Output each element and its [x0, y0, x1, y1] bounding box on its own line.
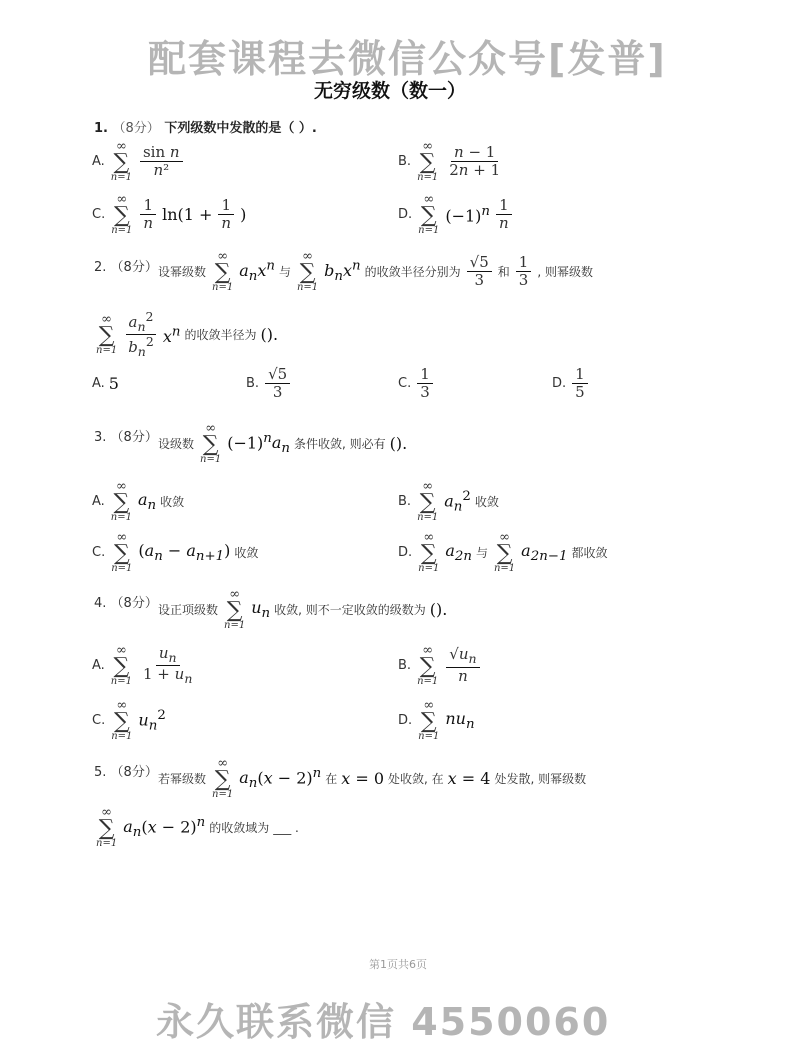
- option-label: D.: [552, 376, 567, 392]
- summation: ∞ ∑ n=1: [111, 530, 133, 574]
- summation: ∞ ∑ n=1: [212, 249, 234, 293]
- stem-text: 若幂级数: [158, 772, 207, 786]
- math-expr: ): [240, 205, 247, 224]
- q3-option-b[interactable]: [398, 480, 499, 523]
- stem-text: ().: [389, 434, 408, 453]
- stem-text: 在: [325, 772, 338, 786]
- math-expr: $a_{2n}$: [445, 540, 472, 565]
- math-expr: ln(1 +: [162, 205, 213, 224]
- option-label: C.: [92, 545, 106, 560]
- math-expr: $(a_n - a_{n+1})$: [138, 540, 231, 565]
- fraction: $\frac{u_n}{1 + u_n}$: [142, 643, 193, 686]
- question-2-header: [94, 256, 158, 275]
- stem-text: , 则幂级数: [537, 265, 593, 279]
- question-5-stem: [158, 757, 586, 800]
- summation: ∞ ∑ n=1: [110, 139, 132, 183]
- question-2-stem-cont: [94, 310, 278, 360]
- question-score: （8分）: [110, 260, 158, 275]
- q2-option-b[interactable]: [246, 366, 292, 402]
- option-suffix: 收敛: [160, 495, 185, 509]
- question-4-header: [94, 592, 158, 611]
- q4-option-c[interactable]: [92, 699, 166, 742]
- summation: ∞ ∑ n=1: [212, 756, 234, 800]
- stem-text: 设正项级数: [158, 603, 219, 617]
- q1-option-c[interactable]: [92, 193, 246, 236]
- watermark-bottom: 永久联系微信 4550060: [156, 1000, 611, 1044]
- question-number: 3.: [94, 430, 107, 445]
- math-expr: $(-1)^n$: [445, 203, 491, 226]
- question-1-header: [94, 117, 317, 136]
- q2-option-d[interactable]: [552, 366, 590, 402]
- fraction: $\frac{1}{3}$: [516, 254, 532, 290]
- math-expr: $u_n$: [251, 597, 271, 622]
- stem-text: 和: [497, 265, 510, 279]
- q3-option-c[interactable]: [92, 531, 258, 574]
- summation: ∞ ∑ n=1: [493, 530, 516, 574]
- option-label: A.: [92, 376, 105, 391]
- summation: ∞ ∑ n=1: [418, 698, 440, 742]
- fraction: $\frac{n - 1}{2n + 1}$: [449, 142, 501, 179]
- summation: ∞ ∑ n=1: [96, 805, 118, 849]
- page-title: 无穷级数（数一）: [314, 80, 467, 102]
- question-3-stem: [158, 422, 407, 465]
- option-value: 5: [108, 374, 119, 393]
- math-expr: x = 0: [341, 769, 385, 788]
- option-label: C.: [92, 713, 106, 728]
- stem-text: 的收敛半径分别为: [364, 265, 461, 279]
- option-label: C.: [92, 207, 106, 222]
- stem-text: 处收敛, 在: [388, 772, 444, 786]
- question-3-header: [94, 426, 158, 445]
- option-label: C.: [398, 376, 412, 392]
- option-mid: 与: [475, 546, 488, 560]
- math-expr: $nu_n$: [445, 708, 475, 733]
- fraction: $\frac{√u_n}{n}$: [446, 646, 479, 685]
- option-suffix: 都收敛: [571, 546, 608, 560]
- fraction: $\frac{1}{3}$: [417, 366, 433, 402]
- q4-option-d[interactable]: [398, 699, 475, 742]
- summation: ∞ ∑ n=1: [417, 479, 439, 523]
- summation: ∞ ∑ n=1: [418, 530, 440, 574]
- fraction: $\frac{√5}{3}$: [467, 254, 492, 290]
- math-expr: x = 4: [447, 769, 491, 788]
- summation: ∞ ∑ n=1: [417, 643, 439, 687]
- option-label: A.: [92, 154, 105, 169]
- q2-option-a[interactable]: [92, 374, 119, 393]
- q2-option-c[interactable]: [398, 366, 435, 402]
- summation: ∞ ∑ n=1: [111, 698, 133, 742]
- question-4-stem: [158, 588, 447, 631]
- question-score: （8分）: [112, 121, 160, 136]
- answer-blank: ___ .: [273, 820, 299, 835]
- option-label: B.: [398, 658, 412, 673]
- math-expr: $a_{2n-1}$: [521, 540, 568, 565]
- q4-option-b[interactable]: [398, 644, 482, 687]
- summation: ∞ ∑ n=1: [296, 249, 319, 293]
- summation: ∞ ∑ n=1: [111, 192, 133, 236]
- q3-option-d[interactable]: [398, 531, 607, 574]
- option-label: B.: [246, 376, 260, 392]
- option-label: B.: [398, 494, 412, 509]
- math-expr: $a_n$: [137, 489, 157, 514]
- question-number: 1.: [94, 121, 108, 136]
- question-5-stem-cont: [94, 806, 299, 849]
- summation: ∞ ∑ n=1: [417, 139, 439, 183]
- summation: ∞ ∑ n=1: [110, 479, 132, 523]
- option-suffix: 收敛: [234, 546, 259, 560]
- stem-text: ().: [260, 325, 279, 345]
- watermark-top: 配套课程去微信公众号[发普]: [148, 37, 667, 81]
- math-expr: $u_n^2$: [138, 707, 166, 734]
- math-expr: $b_nx^n$: [324, 258, 361, 285]
- math-expr: $a_n^2$: [444, 488, 471, 515]
- question-number: 2.: [94, 260, 107, 275]
- option-label: D.: [398, 207, 413, 222]
- q3-option-a[interactable]: [92, 480, 184, 523]
- stem-text: 收敛, 则不一定收敛的级数为: [274, 603, 426, 617]
- stem-text: ().: [429, 600, 448, 619]
- fraction: $\frac{\text{sin n}}{\text{n²}}$: [140, 144, 183, 180]
- stem-text: 条件收敛, 则必有: [294, 437, 386, 451]
- math-expr: $a_nx^n$: [239, 258, 275, 285]
- question-number: 4.: [94, 596, 107, 611]
- page-number: 第1页共6页: [369, 958, 427, 971]
- q1-option-b[interactable]: [398, 140, 505, 183]
- stem-text: 设级数: [158, 437, 195, 451]
- q1-option-d[interactable]: [398, 193, 514, 236]
- fraction: $\frac{1}{n}$: [496, 197, 512, 233]
- option-label: A.: [92, 494, 105, 509]
- question-2-stem: [158, 250, 593, 293]
- question-number: 5.: [94, 765, 107, 780]
- fraction: $\frac{a_n^2}{b_n^2}$: [125, 310, 157, 360]
- fraction: $\frac{√5}{3}$: [265, 366, 290, 402]
- summation: ∞ ∑ n=1: [200, 421, 222, 465]
- math-expr: $a_n(x - 2)^n$: [239, 765, 322, 792]
- stem-text: 的收敛半径为: [184, 328, 257, 343]
- summation: ∞ ∑ n=1: [96, 312, 118, 357]
- option-label: D.: [398, 713, 413, 728]
- stem-text: 设幂级数: [158, 265, 207, 279]
- fraction: $\frac{1}{n}$: [218, 197, 234, 233]
- question-5-header: [94, 761, 158, 780]
- stem-text: 与: [278, 265, 291, 279]
- question-stem: 下列级数中发散的是（ ）.: [164, 121, 317, 136]
- q4-option-a[interactable]: [92, 644, 197, 687]
- summation: ∞ ∑ n=1: [418, 192, 440, 236]
- option-suffix: 收敛: [474, 495, 499, 509]
- math-expr: $(-1)^na_n$: [227, 430, 291, 457]
- fraction: $\frac{1}{5}$: [572, 366, 588, 402]
- question-score: （8分）: [110, 430, 158, 445]
- question-score: （8分）: [110, 596, 158, 611]
- fraction: $\frac{1}{n}$: [140, 197, 156, 233]
- summation: ∞ ∑ n=1: [110, 643, 132, 687]
- summation: ∞ ∑ n=1: [224, 587, 246, 631]
- q1-option-a[interactable]: [92, 140, 185, 183]
- option-label: B.: [398, 154, 412, 169]
- math-expr: $x^n$: [162, 324, 181, 346]
- stem-text: 的收敛域为: [209, 821, 270, 835]
- option-label: A.: [92, 658, 105, 673]
- option-label: D.: [398, 545, 413, 560]
- stem-text: 处发散, 则幂级数: [494, 772, 587, 786]
- math-expr: $a_n(x - 2)^n$: [123, 814, 206, 841]
- question-score: （8分）: [110, 765, 158, 780]
